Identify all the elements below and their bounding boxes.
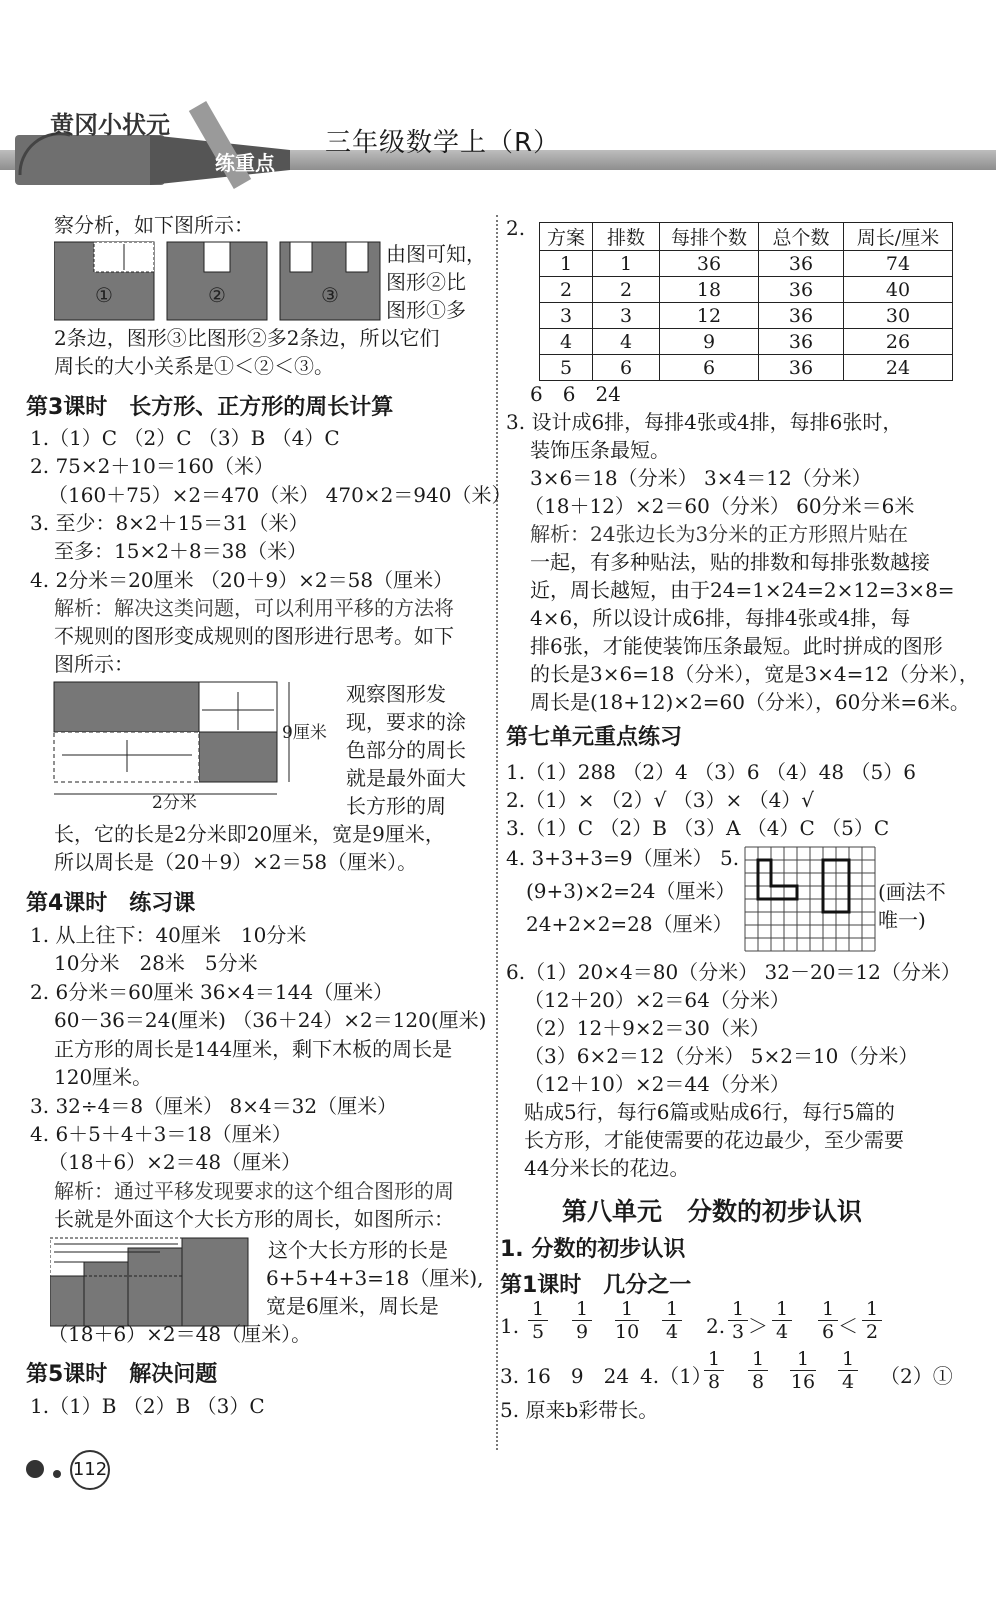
denominator: 5 <box>531 1321 545 1343</box>
numerator: 1 <box>615 1298 639 1321</box>
table-header-cell: 每排个数 <box>660 223 759 251</box>
numerator: 1 <box>838 1348 858 1371</box>
text-line: 3.（1）C （2）B （3）A （4）C （5）C <box>506 816 890 840</box>
table-cell: 18 <box>660 277 759 303</box>
table-cell: 24 <box>844 355 953 381</box>
table-row <box>540 329 953 355</box>
text-line: 现，要求的涂 <box>346 710 466 734</box>
denominator: 4 <box>775 1321 789 1343</box>
denominator: 8 <box>707 1371 721 1393</box>
fraction <box>728 1298 748 1343</box>
text-line: 所以周长是（20＋9）×2＝58（厘米）。 <box>54 850 418 874</box>
text-line: （12＋10）×2＝44（分米） <box>524 1072 790 1096</box>
denominator: 16 <box>790 1371 816 1393</box>
compare-symbol: ＜ <box>838 1314 858 1338</box>
text-line: 装饰压条最短。 <box>530 438 670 462</box>
section-title: 第5课时 解决问题 <box>26 1362 218 1387</box>
table-cell: 4 <box>593 329 660 355</box>
text-line: 图形①多 <box>386 298 466 322</box>
question-number: 2. <box>506 216 526 240</box>
shape-label: ① <box>95 283 113 307</box>
text-line: 3. 32÷4＝8（厘米） 8×4＝32（厘米） <box>30 1094 398 1118</box>
text-line: 长方形，才能使需要的花边最少，至少需要 <box>524 1128 904 1152</box>
table-cell: 40 <box>844 277 953 303</box>
shape-figures <box>54 240 384 322</box>
text-line: 至多：15×2＋8＝38（米） <box>54 539 308 563</box>
text-line: 解析：24张边长为3分米的正方形照片贴在 <box>530 522 909 546</box>
text-line: 近，周长越短，由于24=1×24=2×12=3×8= <box>530 578 955 602</box>
table-cell: 12 <box>660 303 759 329</box>
text-line: 就是最外面大 <box>346 766 466 790</box>
fraction <box>790 1348 816 1393</box>
table-row <box>540 251 953 277</box>
fraction <box>528 1298 548 1343</box>
table-cell: 2 <box>540 277 593 303</box>
text-line: 2. 6分米＝60厘米 36×4＝144（厘米） <box>30 980 394 1004</box>
question-number: 4.（1） <box>640 1364 712 1388</box>
table-cell: 2 <box>593 277 660 303</box>
table-cell: 1 <box>540 251 593 277</box>
fraction <box>615 1298 639 1343</box>
text-line: 贴成5行，每行6篇或贴成6行，每行5篇的 <box>524 1100 895 1124</box>
table-cell: 6 <box>593 355 660 381</box>
table-row <box>540 277 953 303</box>
text-line: 4. 6＋5＋4＋3＝18（厘米） <box>30 1122 292 1146</box>
numerator: 1 <box>704 1348 724 1371</box>
section-title: 第七单元重点练习 <box>506 725 683 750</box>
text-line: 3. 设计成6排，每排4张或4排，每排6张时， <box>506 410 903 434</box>
text-line: 长，它的长是2分米即20厘米，宽是9厘米， <box>54 822 445 846</box>
compare-symbol: ＞ <box>748 1314 768 1338</box>
table-header-row <box>540 223 953 251</box>
text-line: （160＋75）×2＝470（米） 470×2＝940（米） <box>48 483 512 507</box>
fraction <box>748 1348 768 1393</box>
text-line: 唯一) <box>878 908 926 932</box>
translation-figure <box>52 680 342 810</box>
text-line: 2条边，图形③比图形②多2条边，所以它们 <box>54 326 440 350</box>
text-line: 长就是外面这个大长方形的周长，如图所示： <box>54 1207 454 1231</box>
text-line: （12＋20）×2＝64（分米） <box>524 988 790 1012</box>
numerator: 1 <box>662 1298 682 1321</box>
table-cell: 26 <box>844 329 953 355</box>
text-line: 10分米 28米 5分米 <box>54 951 258 975</box>
numerator: 1 <box>790 1348 816 1371</box>
text-line: 6+5+4+3=18（厘米), <box>266 1266 484 1290</box>
text-line: 正方形的周长是144厘米，剩下木板的周长是 <box>54 1037 453 1061</box>
text-line: 4. 2分米＝20厘米 （20＋9）×2＝58（厘米） <box>30 568 454 592</box>
text-line: 色部分的周长 <box>346 738 466 762</box>
text-line: 观察图形发 <box>346 682 446 706</box>
table-row <box>540 355 953 381</box>
text-line: 3×6＝18（分米） 3×4＝12（分米） <box>530 466 872 490</box>
text-line: 4. 3+3+3=9（厘米） <box>506 846 713 870</box>
figure-height-label: 9厘米 <box>282 723 327 743</box>
table-cell: 74 <box>844 251 953 277</box>
text-line: 周长的大小关系是①＜②＜③。 <box>54 354 334 378</box>
denominator: 4 <box>841 1371 855 1393</box>
text-line: 的长是3×6=18（分米），宽是3×4=12（分米）， <box>530 662 979 686</box>
table-cell: 36 <box>759 329 844 355</box>
text-line: （18＋6）×2＝48（厘米） <box>48 1150 302 1174</box>
text-line: (画法不 <box>878 880 946 904</box>
text-line: （2）12＋9×2＝30（米） <box>524 1016 770 1040</box>
fraction <box>704 1348 724 1393</box>
numerator: 1 <box>818 1298 838 1321</box>
text-line: 由图可知， <box>386 242 486 266</box>
question-number: 5. <box>720 846 740 870</box>
text-line: 2. 75×2＋10＝160（米） <box>30 454 274 478</box>
table-row <box>540 303 953 329</box>
column-divider <box>496 215 498 1450</box>
table-header-cell: 周长/厘米 <box>844 223 953 251</box>
subsection-title: 1. 分数的初步认识 <box>500 1237 686 1262</box>
numerator: 1 <box>862 1298 882 1321</box>
text-line: 1.（1）B （2）B （3）C <box>30 1394 265 1418</box>
text-line: （2）① <box>880 1364 953 1388</box>
table-cell: 36 <box>660 251 759 277</box>
denominator: 2 <box>865 1321 879 1343</box>
text-line: 6 6 24 <box>530 382 621 406</box>
text-line: 解析：通过平移发现要求的这个组合图形的周 <box>54 1179 454 1203</box>
table-cell: 36 <box>759 251 844 277</box>
table-cell: 5 <box>540 355 593 381</box>
text-line: 1. 从上往下：40厘米 10分米 <box>30 923 307 947</box>
text-line: 3. 16 9 24 <box>500 1364 630 1388</box>
table-cell: 6 <box>660 355 759 381</box>
text-line: 排6张，才能使装饰压条最短。此时拼成的图形 <box>530 634 943 658</box>
grid-drawing <box>744 846 876 952</box>
unit-title: 第八单元 分数的初步认识 <box>562 1197 863 1226</box>
text-line: 宽是6厘米，周长是 <box>266 1294 439 1318</box>
fraction <box>838 1348 858 1393</box>
text-line: (9+3)×2=24（厘米） <box>526 879 736 903</box>
text-line: （18＋6）×2＝48（厘米）。 <box>48 1322 312 1346</box>
table-cell: 36 <box>759 355 844 381</box>
text-line: 一起，有多种贴法，贴的排数和每排张数越接 <box>530 550 930 574</box>
shape-label: ③ <box>321 283 339 307</box>
numerator: 1 <box>728 1298 748 1321</box>
table-cell: 1 <box>593 251 660 277</box>
book-logo <box>10 95 310 195</box>
text-line: 4×6，所以设计成6排，每排4张或4排，每 <box>530 606 911 630</box>
section-title: 第4课时 练习课 <box>26 891 196 916</box>
section-title: 第1课时 几分之一 <box>500 1273 692 1298</box>
numerator: 1 <box>772 1298 792 1321</box>
text-line: （3）6×2＝12（分米） 5×2＝10（分米） <box>524 1044 919 1068</box>
fraction <box>818 1298 838 1343</box>
denominator: 8 <box>751 1371 765 1393</box>
text-line: 图所示： <box>54 652 134 676</box>
table-cell: 30 <box>844 303 953 329</box>
logo-text: 黄冈小状元 <box>50 111 170 139</box>
numerator: 1 <box>528 1298 548 1321</box>
numerator: 1 <box>748 1348 768 1371</box>
denominator: 9 <box>575 1321 589 1343</box>
text-line: 长方形的周 <box>346 794 446 818</box>
table-cell: 36 <box>759 303 844 329</box>
page-number: 112 <box>70 1450 110 1490</box>
page-dots <box>26 1460 61 1482</box>
table-cell: 3 <box>540 303 593 329</box>
text-line: 3. 至少：8×2＋15＝31（米） <box>30 511 309 535</box>
shape-label: ② <box>208 283 226 307</box>
text-line: 不规则的图形变成规则的图形进行思考。如下 <box>54 624 454 648</box>
text-line: 6.（1）20×4＝80（分米） 32－20＝12（分米） <box>506 960 961 984</box>
text-line: 这个大长方形的长是 <box>268 1238 448 1262</box>
denominator: 6 <box>821 1321 835 1343</box>
text-line: 44分米长的花边。 <box>524 1156 690 1180</box>
table-cell: 36 <box>759 277 844 303</box>
fraction <box>572 1298 592 1343</box>
text-line: 60－36＝24(厘米) （36＋24）×2＝120(厘米) <box>54 1008 487 1032</box>
table-cell: 9 <box>660 329 759 355</box>
text-line: 2.（1）× （2）√ （3）× （4）√ <box>506 788 815 812</box>
fraction <box>772 1298 792 1343</box>
text-line: 图形②比 <box>386 270 466 294</box>
figure-width-label: 2分米 <box>152 793 197 810</box>
table-cell: 4 <box>540 329 593 355</box>
text-line: 察分析，如下图所示： <box>54 213 254 237</box>
text-line: 5. 原来b彩带长。 <box>500 1398 659 1422</box>
section-title: 第3课时 长方形、正方形的周长计算 <box>26 395 394 420</box>
text-line: 1.（1）C （2）C （3）B （4）C <box>30 426 340 450</box>
logo-sub: 练重点 <box>215 151 275 175</box>
table-header-cell: 排数 <box>593 223 660 251</box>
plan-table <box>539 222 953 381</box>
text-line: 解析：解决这类问题，可以利用平移的方法将 <box>54 596 454 620</box>
fraction <box>862 1298 882 1343</box>
stair-figure <box>50 1236 255 1328</box>
question-number: 1. <box>500 1314 520 1338</box>
fraction <box>662 1298 682 1343</box>
text-line: 120厘米。 <box>54 1065 153 1089</box>
text-line: 24+2×2=28（厘米） <box>526 912 733 936</box>
denominator: 3 <box>731 1321 745 1343</box>
text-line: 周长是(18+12)×2=60（分米），60分米=6米。 <box>530 690 970 714</box>
numerator: 1 <box>572 1298 592 1321</box>
table-header-cell: 方案 <box>540 223 593 251</box>
table-header-cell: 总个数 <box>759 223 844 251</box>
text-line: 1.（1）288 （2）4 （3）6 （4）48 （5）6 <box>506 760 916 784</box>
page-title: 三年级数学上（R） <box>325 128 561 158</box>
denominator: 10 <box>615 1321 640 1343</box>
question-number: 2. <box>706 1314 726 1338</box>
table-cell: 3 <box>593 303 660 329</box>
denominator: 4 <box>665 1321 679 1343</box>
text-line: （18＋12）×2＝60（分米） 60分米＝6米 <box>524 494 915 518</box>
